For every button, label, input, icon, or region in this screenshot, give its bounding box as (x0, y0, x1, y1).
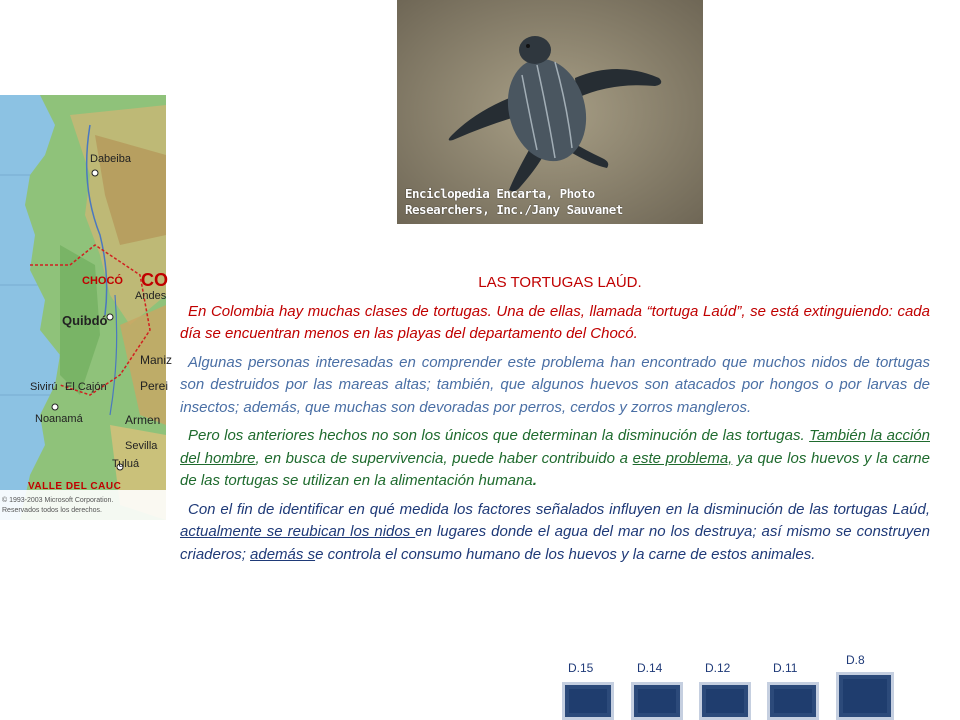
map-label-pereira: Perei (140, 379, 169, 393)
nav-label-d15: D.15 (568, 661, 594, 675)
paragraph-3-part-e: ya que los huevos y la carne de las tortugas se utilizan en la alimentación humana (180, 449, 930, 489)
nav-button-d11-face (774, 689, 812, 713)
paragraph-3-underlined-problem: este problema, (632, 449, 733, 467)
map-label-choco: CHOCÓ (82, 275, 123, 287)
paragraph-4 (180, 499, 930, 567)
nav-button-d8[interactable] (836, 672, 894, 720)
paragraph-1: En Colombia hay muchas clases de tortugas. Una de ellas, llamada “tortuga Laúd”, se está extinguiendo: cada día se encuentran menos en las playas del departamento del Chocó. (180, 302, 930, 342)
paragraph-3-part-c: , en busca de supervivencia, puede haber contribuido a (255, 449, 633, 467)
paragraph-4-part-a: Con el fin de identificar en qué medida los factores señalados influyen en la disminución de las tortugas Laúd, (188, 500, 930, 518)
article-title: LAS TORTUGAS LAÚD. (478, 274, 642, 291)
photo-caption-line1: Enciclopedia Encarta, Photo (405, 186, 595, 201)
map-copyright-line2: Reservados todos los derechos. (2, 507, 102, 514)
nav-label-d11: D.11 (773, 661, 798, 675)
nav-button-d12-face (706, 689, 744, 713)
map-label-manizales: Maniz (140, 353, 173, 367)
paragraph-3 (180, 425, 930, 493)
paragraph-4-part-e: e controla el consumo humano de los huevos y la carne de estos animales. (315, 545, 816, 563)
nav-label-d8: D.8 (846, 653, 865, 667)
paragraph-3-underlined-human-action: También la acción del hombre (180, 427, 930, 467)
map-graphic (0, 95, 169, 520)
map-label-andes: Andes (135, 290, 167, 302)
nav-button-d8-face (843, 679, 887, 713)
paragraph-3-part-a: Pero los anteriores hechos no son los únicos que determinan la disminución de las tortugas. (188, 427, 810, 444)
map-label-dabeiba: Dabeiba (90, 153, 131, 165)
paragraph-2: Algunas personas interesadas en comprender este problema han encontrado que muchos nidos de tortugas son destruidos por las mareas altas; también, que algunos huevos son atacados por hongos o por larvas de insectos; además, que muchas son devoradas por perros, cerdos y zorros mangleros. (180, 353, 930, 416)
map-label-tulua: Tuluá (112, 458, 140, 470)
article (180, 272, 930, 572)
paragraph-4-underlined-ademas: además s (250, 545, 316, 563)
nav-button-d15[interactable] (562, 682, 614, 720)
nav-label-d14: D.14 (637, 661, 663, 675)
nav-button-d15-face (569, 689, 607, 713)
photo-caption-line2: Researchers, Inc./Jany Sauvanet (405, 202, 623, 217)
nav-button-d11[interactable] (767, 682, 819, 720)
map-label-armenia: Armen (125, 413, 161, 427)
map-label-co: CO (141, 270, 168, 290)
map-label-sevilla: Sevilla (125, 440, 158, 452)
leatherback-turtle-photo (397, 0, 703, 224)
paragraph-3-period: . (532, 472, 537, 489)
map-label-noanama: Noanamá (35, 413, 83, 425)
nav-button-d14-face (638, 689, 676, 713)
map-label-el-cajon: El Cajón (65, 381, 107, 393)
photo-caption (405, 186, 623, 218)
paragraph-4-part-c: en lugares donde el agua del mar no los destruya; así mismo se construyen criaderos; (180, 523, 930, 563)
map-copyright-line1: © 1993-2003 Microsoft Corporation. (2, 497, 114, 504)
map-label-quibdo: Quibdó (62, 313, 108, 328)
choco-map-image (0, 95, 173, 520)
nav-label-d12: D.12 (705, 661, 731, 675)
nav-button-d12[interactable] (699, 682, 751, 720)
map-label-sivirú: Sivirú (30, 381, 58, 393)
map-label-valle: VALLE DEL CAUC (28, 481, 122, 492)
paragraph-4-underlined-nests: actualmente se reubican los nidos (180, 523, 416, 540)
nav-button-d14[interactable] (631, 682, 683, 720)
